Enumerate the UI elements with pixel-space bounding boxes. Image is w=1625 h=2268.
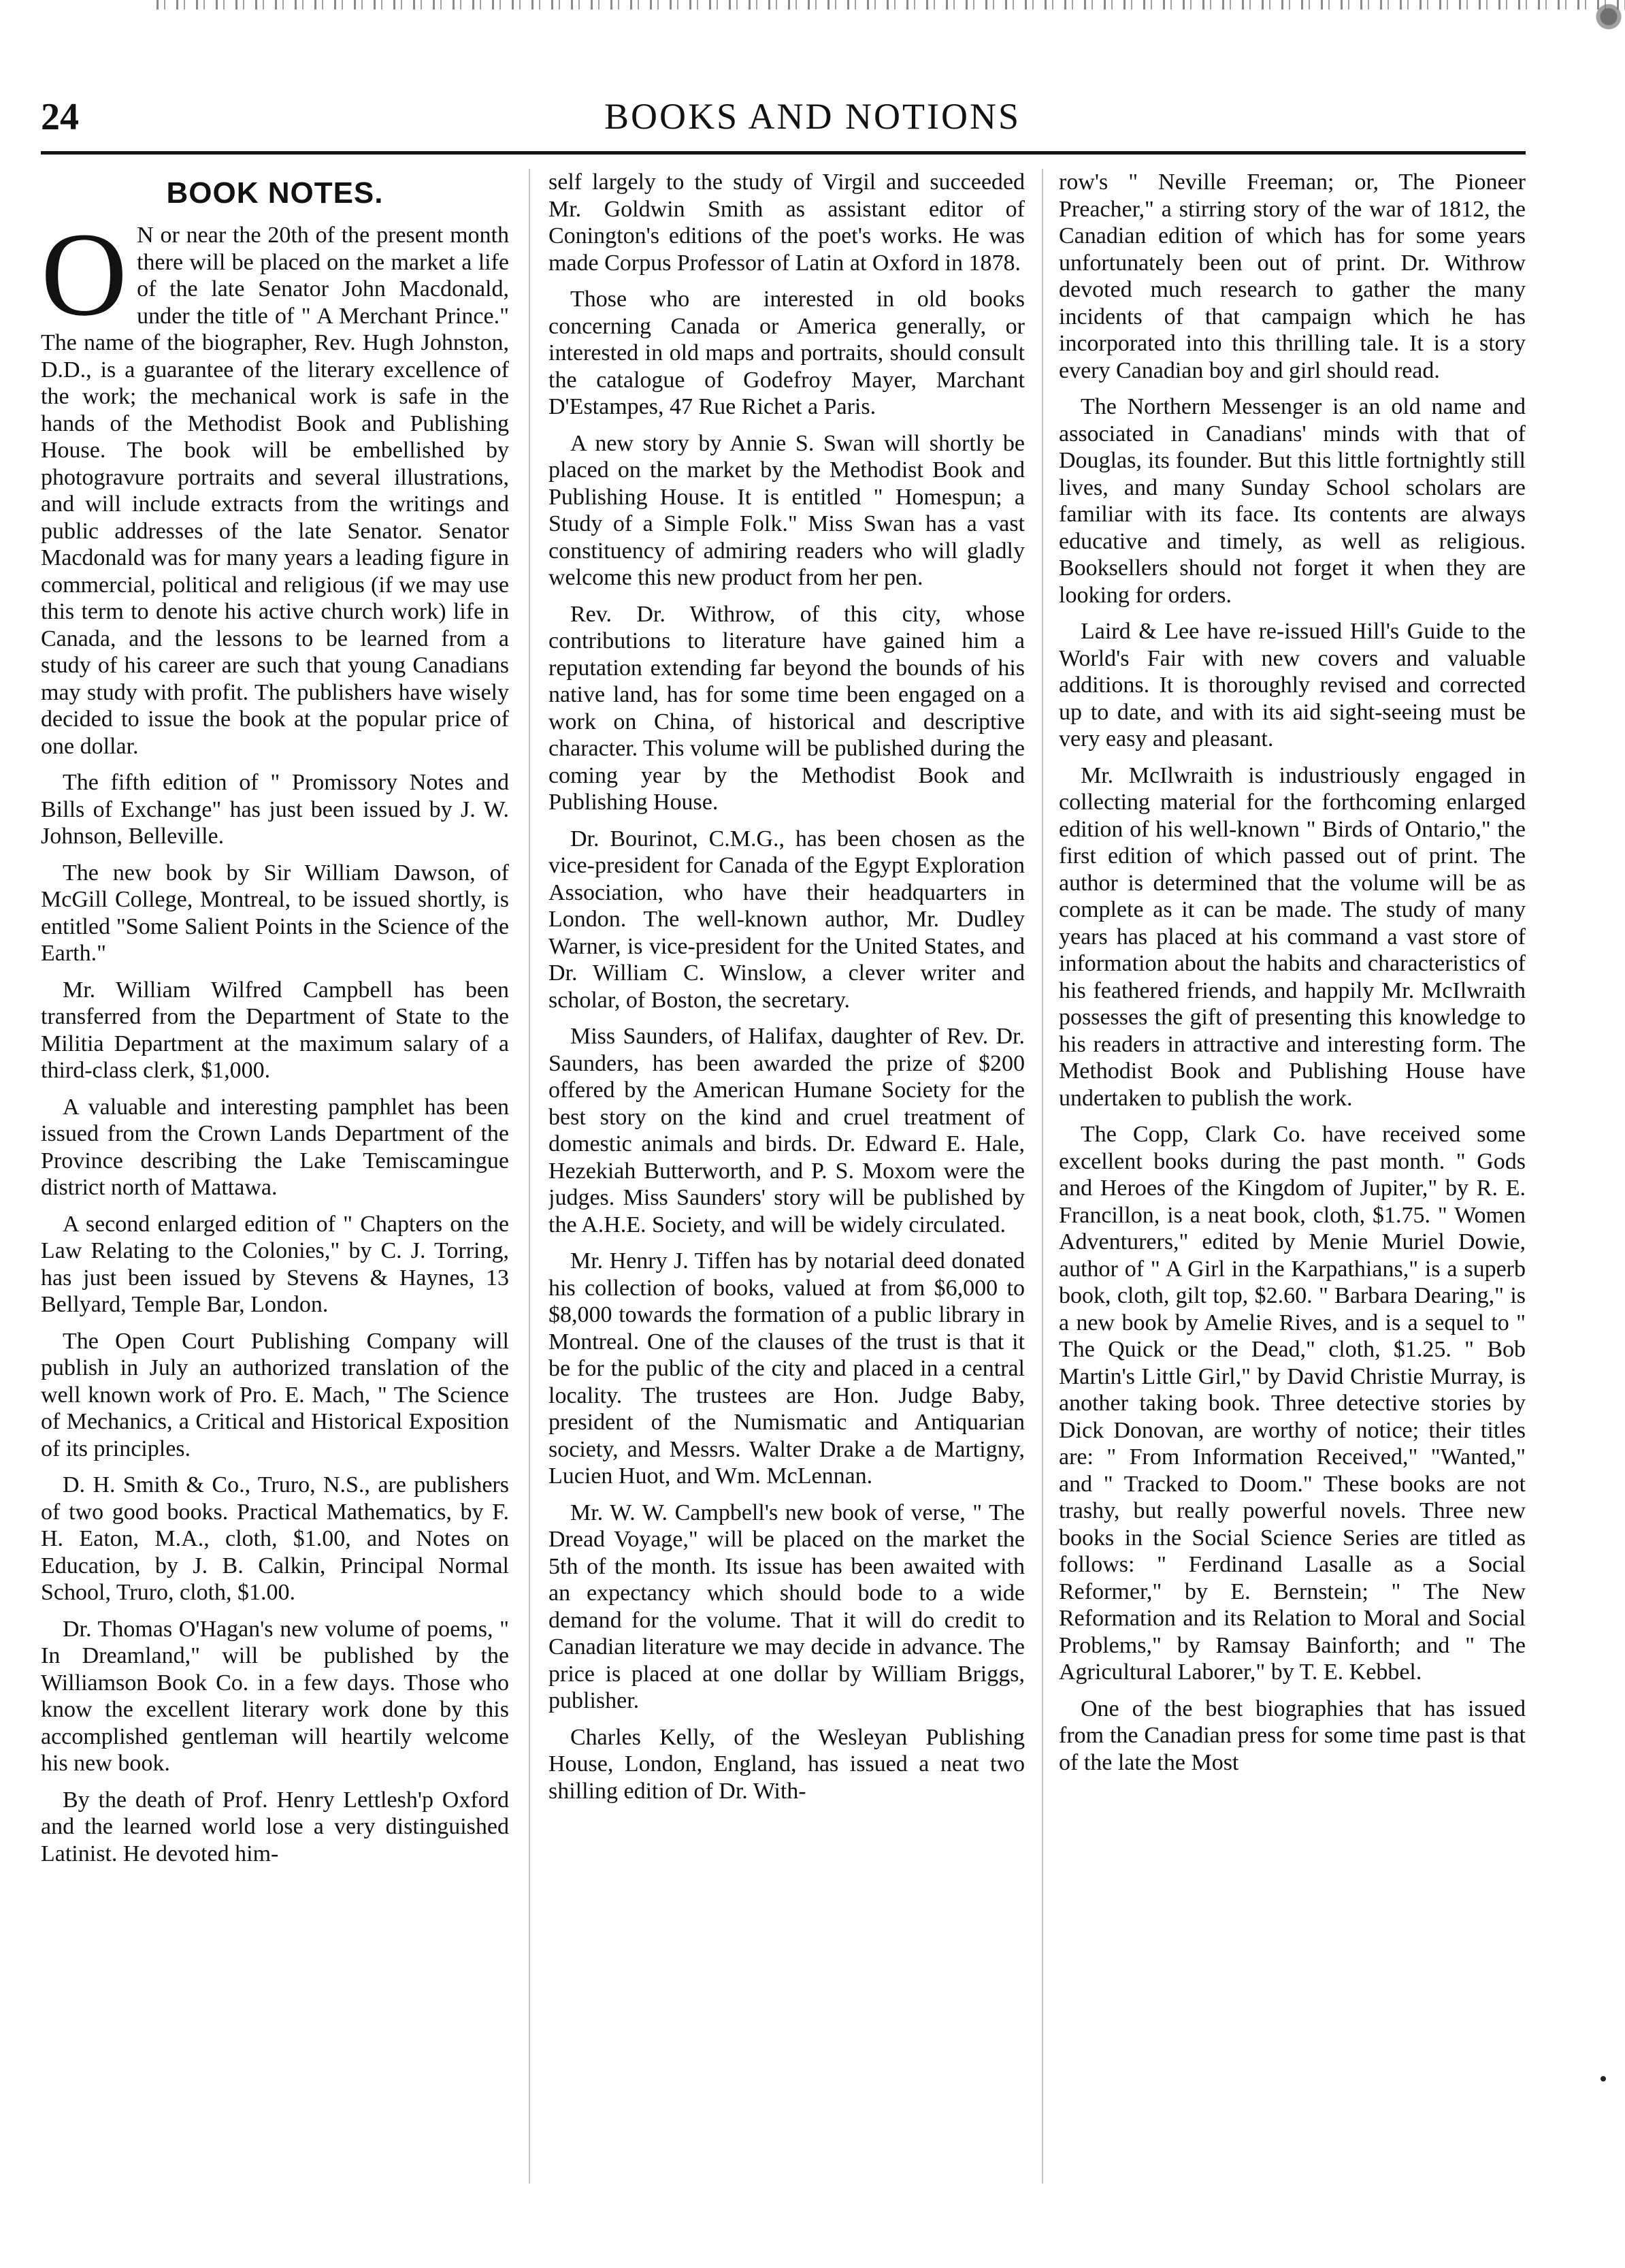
paragraph: D. H. Smith & Co., Truro, N.S., are publishers of two good books. Practical Mathematics, by F. H. Eaton, M.A., cloth, $1.00, and Notes on Education, by J. B. Calkin, Principal Normal School, Truro, cloth, $1.00. <box>41 1472 509 1605</box>
scan-edge-noise <box>157 0 1625 10</box>
paragraph: self largely to the study of Virgil and succeeded Mr. Goldwin Smith as assistant editor of Conington's editions of the poet's works. He was made Corpus Professor of Latin at Oxford in 1878. <box>548 169 1025 276</box>
column-1 <box>41 169 509 2231</box>
paragraph: Mr. W. W. Campbell's new book of verse, " The Dread Voyage," will be placed on the market the 5th of the month. Its issue has been awaited with an expectancy which should bode to a wide demand for the volume. That it will do credit to Canadian literature we may decide in advance. The price is placed at one dollar by William Briggs, publisher. <box>548 1500 1025 1713</box>
paragraph: Charles Kelly, of the Wesleyan Publishing House, London, England, has issued a neat two shilling edition of Dr. With- <box>548 1724 1025 1804</box>
paragraph: The new book by Sir William Dawson, of McGill College, Montreal, to be issued shortly, is entitled "Some Salient Points in the Science of the Earth." <box>41 860 509 966</box>
page-number: 24 <box>41 96 79 138</box>
column-divider-1 <box>529 169 530 2184</box>
column-divider-2 <box>1042 169 1043 2184</box>
paragraph: row's " Neville Freeman; or, The Pioneer Preacher," a stirring story of the war of 1812, the Canadian edition of which has for some years unfortunately been out of print. Dr. Withrow devoted much research to gather the many incidents of that campaign which he has incorporated into this thrilling tale. It is a story every Canadian boy and girl should read. <box>1059 169 1526 383</box>
column-2 <box>548 169 1025 2231</box>
paragraph: The Copp, Clark Co. have received some excellent books during the past month. " Gods and Heroes of the Kingdom of Jupiter," by R. E. Francillon, is a neat book, cloth, $1.75. " Women Adventurers," edited by Menie Muriel Dowie, author of " A Girl in the Karpathians," is a superb book, cloth, gilt top, $2.60. " Barbara Dearing," is a new book by Amelie Rives, and is a sequel to " The Quick or the Dead," cloth, $1.25. " Bob Martin's Little Girl," by David Christie Murray, is another taking book. Three detective stories by Dick Donovan, are worthy of notice; their titles are: " From Information Received," "Wanted," and " Tracked to Doom." These books are not trashy, but really powerful novels. Three new books in the Social Science Series are titled as follows: " Ferdinand Lasalle as a Social Reformer," by E. Bernstein; " The New Reformation and its Relation to Moral and Social Problems," by Ramsay Bainforth; and " The Agricultural Laborer," by T. E. Kebbel. <box>1059 1122 1526 1685</box>
paragraph: The Open Court Publishing Company will publish in July an authorized translation of the well known work of Pro. E. Mach, " The Science of Mechanics, a Critical and Historical Exposition of its principles. <box>41 1328 509 1461</box>
paragraph: Those who are interested in old books concerning Canada or America generally, or interested in old maps and portraits, should consult the catalogue of Godefroy Mayer, Marchant D'Estampes, 47 Rue Richet a Paris. <box>548 287 1025 419</box>
paragraph: Miss Saunders, of Halifax, daughter of Rev. Dr. Saunders, has been awarded the prize of $200 offered by the American Humane Society for the best story on the kind and cruel treatment of domestic animals and birds. Dr. Edward E. Hale, Hezekiah Butterworth, and P. S. Moxom were the judges. Miss Saunders' story will be published by the A.H.E. Society, and will be widely circulated. <box>548 1024 1025 1237</box>
paragraph: Dr. Bourinot, C.M.G., has been chosen as the vice-president for Canada of the Egypt Exploration Association, who have their headquarters in London. The well-known author, Mr. Dudley Warner, is vice-president for the United States, and Dr. William C. Winslow, a clever writer and scholar, of Boston, the secretary. <box>548 826 1025 1013</box>
header-rule <box>41 151 1526 155</box>
paragraph: Laird & Lee have re-issued Hill's Guide to the World's Fair with new covers and valuable additions. It is thoroughly revised and corrected up to date, and with its aid sight-seeing must be very easy and pleasant. <box>1059 619 1526 751</box>
paragraph: The fifth edition of " Promissory Notes and Bills of Exchange" has just been issued by J. W. Johnson, Belleville. <box>41 770 509 849</box>
drop-cap: O <box>41 208 128 341</box>
paragraph: A new story by Annie S. Swan will shortly be placed on the market by the Methodist Book and Publishing House. It is entitled " Homespun; a Study of a Simple Folk." Miss Swan has a vast constituency of admiring readers who will gladly welcome this new product from her pen. <box>548 430 1025 590</box>
paragraph: Mr. McIlwraith is industriously engaged in collecting material for the forthcoming enlarged edition of his well-known " Birds of Ontario," the first edition of which passed out of print. The author is determined that the volume will be as complete as it can be made. The study of many years has placed at his command a vast store of information about the habits and characteristics of his feathered friends, and happily Mr. McIlwraith possesses the gift of presenting this knowledge to his readers in attractive and interesting form. The Methodist Book and Publishing House have undertaken to publish the work. <box>1059 762 1526 1111</box>
running-head: BOOKS AND NOTIONS <box>604 96 1021 137</box>
paragraph: Rev. Dr. Withrow, of this city, whose contributions to literature have gained him a reputation extending far beyond the bounds of his native land, has for some time been engaged on a work on China, of historical and descriptive character. This volume will be published during the coming year by the Methodist Book and Publishing House. <box>548 601 1025 815</box>
column-3 <box>1059 169 1526 2231</box>
ink-speck <box>1601 2076 1606 2081</box>
paragraph <box>41 208 509 760</box>
paragraph: One of the best biographies that has issued from the Canadian press for some time past is that of the late the Most <box>1059 1696 1526 1775</box>
paragraph: By the death of Prof. Henry Lettlesh'p Oxford and the learned world lose a very distinguished Latinist. He devoted him- <box>41 1787 509 1866</box>
paragraph: A valuable and interesting pamphlet has been issued from the Crown Lands Department of the Province describing the Lake Temiscamingue district north of Mattawa. <box>41 1094 509 1200</box>
paragraph: A second enlarged edition of " Chapters on the Law Relating to the Colonies," by C. J. Torring, has just been issued by Stevens & Haynes, 13 Bellyard, Temple Bar, London. <box>41 1211 509 1317</box>
paragraph: Mr. William Wilfred Campbell has been transferred from the Department of State to the Militia Department at the maximum salary of a third-class clerk, $1,000. <box>41 977 509 1083</box>
paragraph: The Northern Messenger is an old name and associated in Canadians' minds with that of Douglas, its founder. But this little fortnightly still lives, and many Sunday School scholars are familiar with its face. Its contents are always educative and timely, as well as religious. Booksellers should not forget it when they are looking for orders. <box>1059 394 1526 608</box>
scan-corner-blot <box>1571 0 1625 48</box>
paragraph: Dr. Thomas O'Hagan's new volume of poems, " In Dreamland," will be published by the Williamson Book Co. in a few days. Those who know the excellent literary work done by this accomplished gentleman will heartily welcome his new book. <box>41 1616 509 1776</box>
paragraph: Mr. Henry J. Tiffen has by notarial deed donated his collection of books, valued at from $6,000 to $8,000 towards the formation of a public library in Montreal. One of the clauses of the trust is that it be for the public of the city and placed in a central locality. The trustees are Hon. Judge Baby, president of the Numismatic and Antiquarian society, and Messrs. Walter Drake a de Martigny, Lucien Huot, and Wm. McLennan. <box>548 1248 1025 1489</box>
section-title: BOOK NOTES. <box>166 176 384 210</box>
paragraph-text: N or near the 20th of the present month there will be placed on the market a life of the late Senator John Macdonald, under the title of " A Merchant Prince." The name of the biographer, Rev. Hugh Johnston, D.D., is a guarantee of the literary excellence of the work; the mechanical work is safe in the hands of the Methodist Book and Publishing House. The book will be embellished by photogravure portraits and several illustrations, and will include extracts from the writings and public addresses of the late Senator. Senator Macdonald was for many years a leading figure in commercial, political and religious (if we may use this term to denote his active church work) life in Canada, and the lessons to be learned from a study of his career are such that young Canadians may study with profit. The publishers have wisely decided to issue the book at the popular price of one dollar. <box>41 223 509 759</box>
